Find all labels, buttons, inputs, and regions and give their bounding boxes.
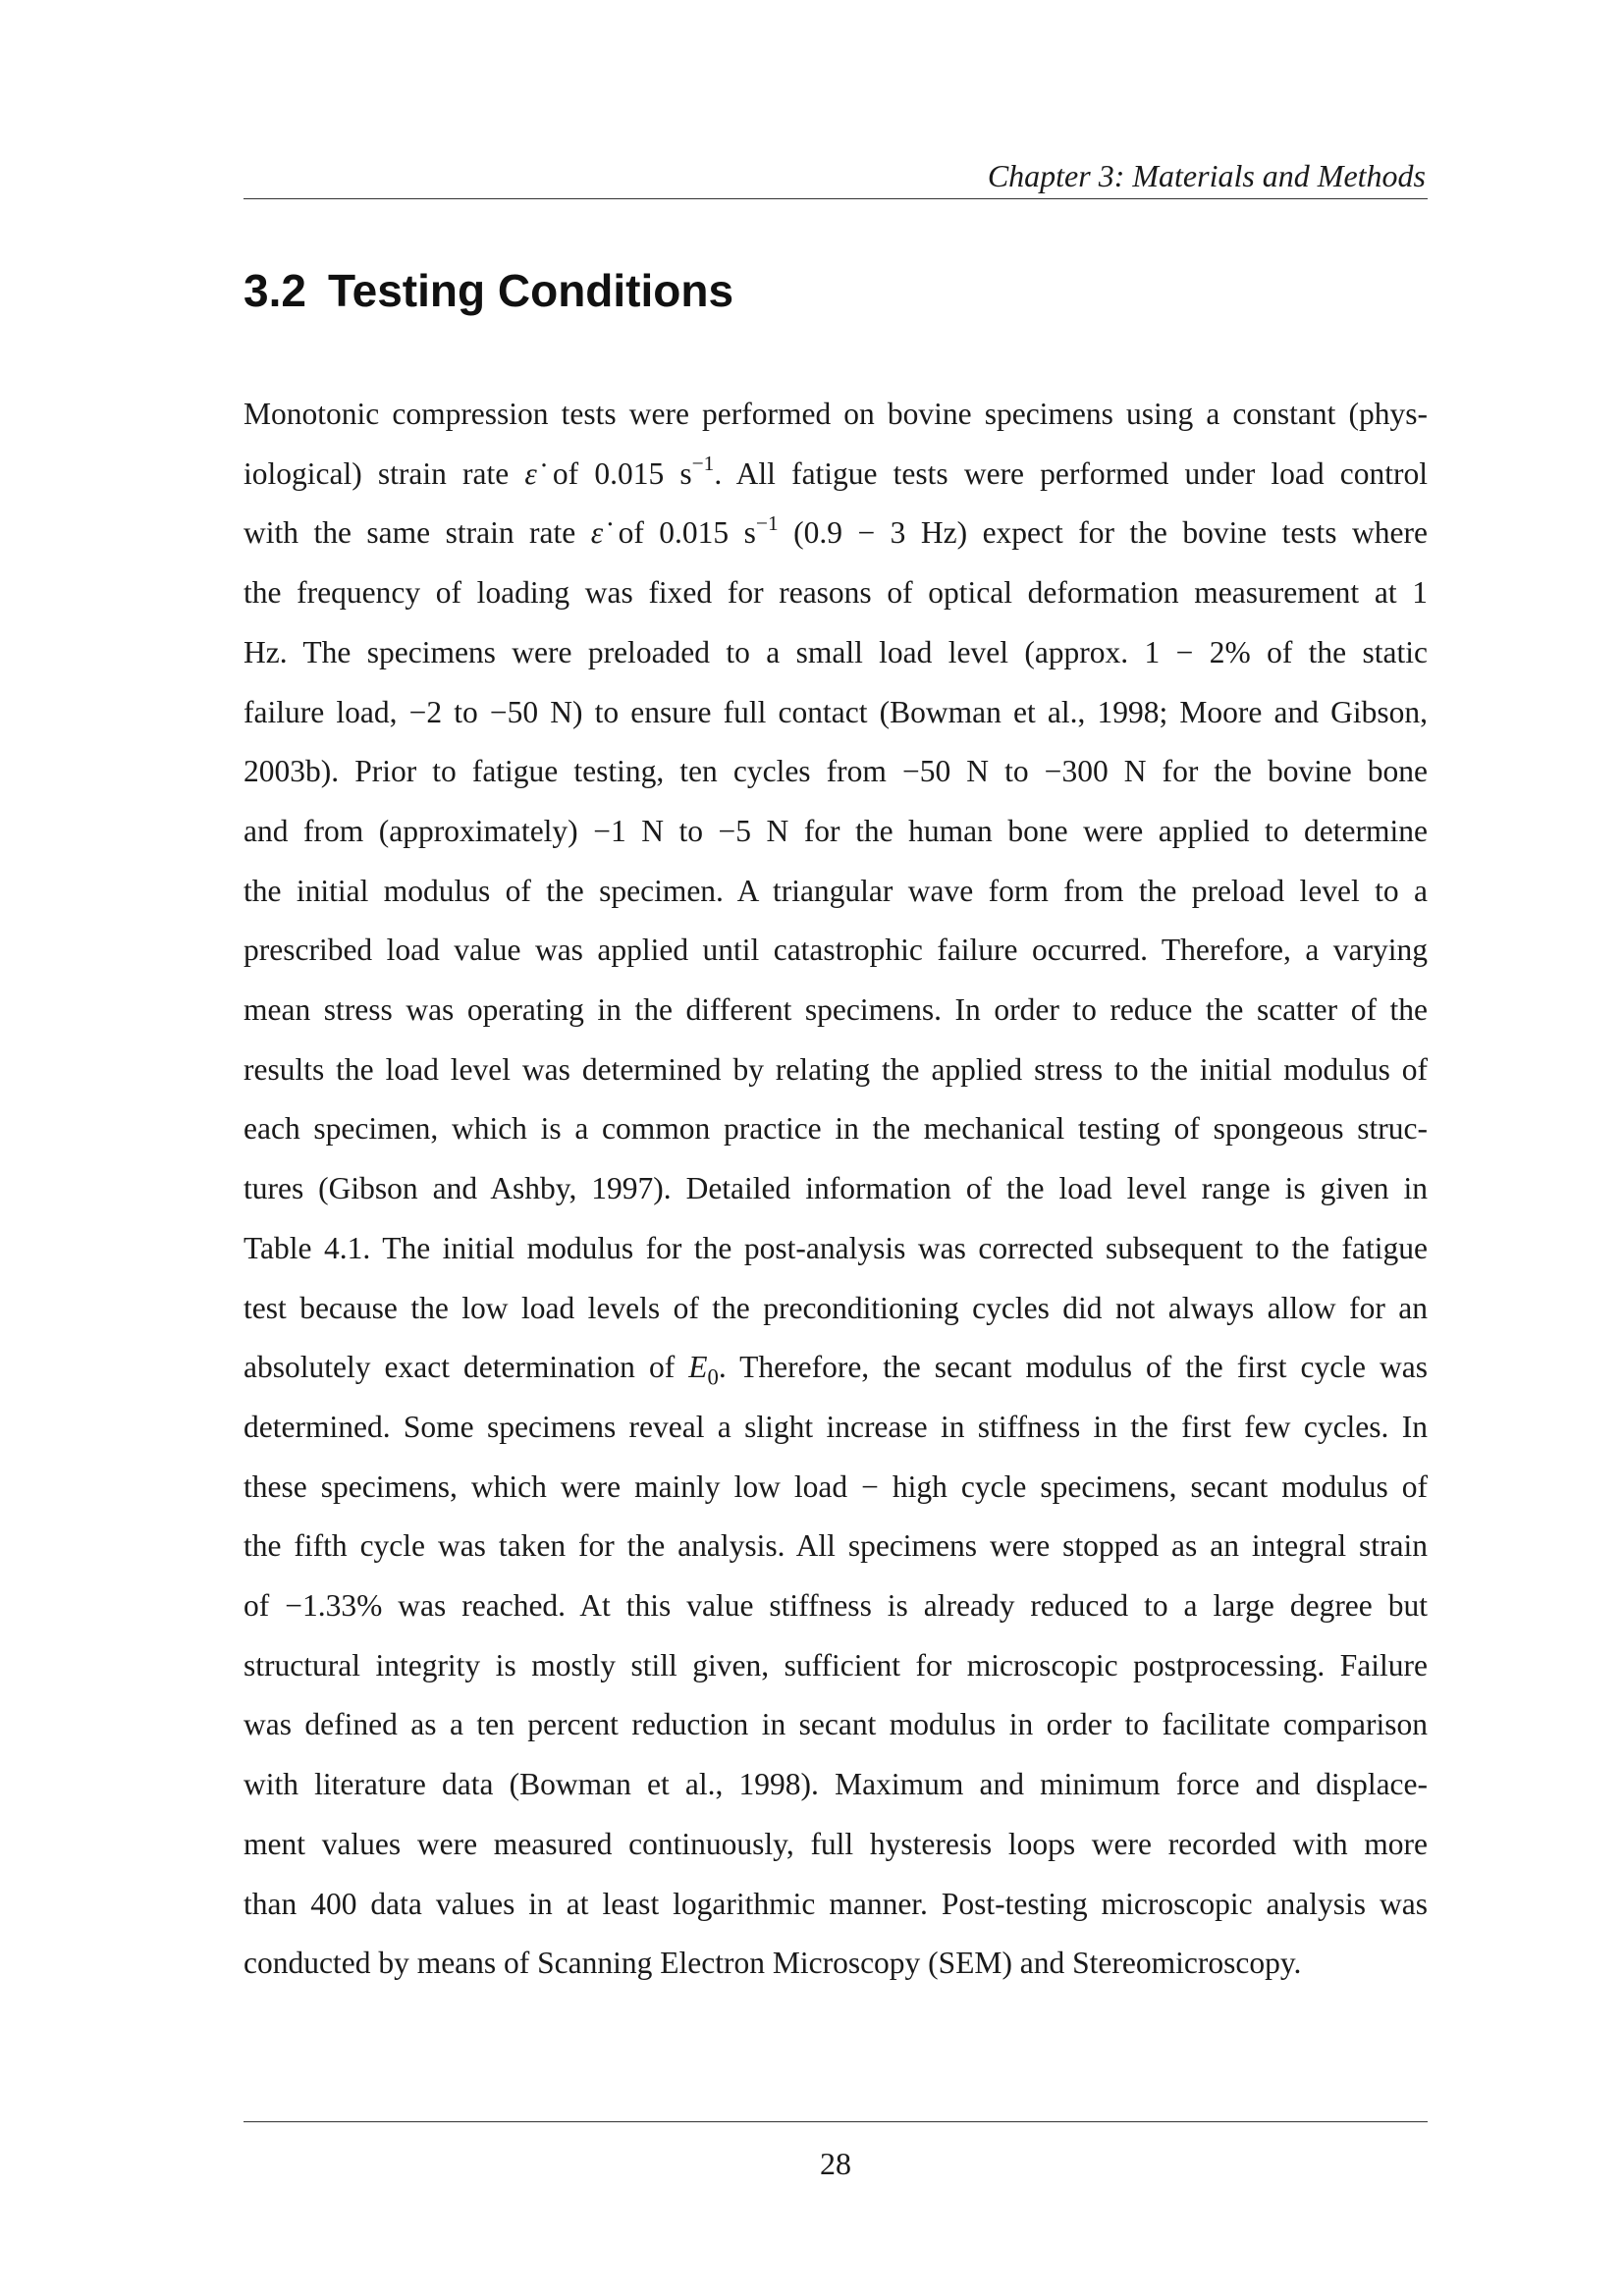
math-symbol: E	[688, 1350, 708, 1385]
text-line	[244, 1159, 1428, 1219]
text-run: . Therefore, the secant modulus of the first cycle was	[718, 1350, 1428, 1385]
text-line	[244, 1695, 1428, 1755]
text-run: . All fatigue tests were performed under load control	[714, 455, 1428, 491]
footer-rule	[244, 2121, 1428, 2122]
text-line	[244, 802, 1428, 862]
text-line	[244, 1279, 1428, 1339]
text-run: 2003b). Prior to fatigue testing, ten cycles from −50 N to −300 N for the bovine bone	[244, 754, 1428, 789]
text-run: the fifth cycle was taken for the analysis. All specimens were stopped as an integral strain	[244, 1528, 1428, 1564]
text-run: each specimen, which is a common practice in the mechanical testing of spongeous struc-	[244, 1111, 1428, 1147]
text-line	[244, 1338, 1428, 1398]
text-run: test because the low load levels of the preconditioning cycles did not always allow for an	[244, 1290, 1428, 1325]
text-line	[244, 1099, 1428, 1159]
text-line	[244, 1041, 1428, 1100]
text-run: tures (Gibson and Ashby, 1997). Detailed information of the load level range is given in	[244, 1171, 1428, 1206]
text-run: absolutely exact determination of	[244, 1350, 689, 1385]
text-line	[244, 1755, 1428, 1815]
text-line	[244, 623, 1428, 683]
math-symbol: ε̇	[524, 455, 537, 491]
text-line	[244, 1934, 1428, 1994]
text-line	[244, 1219, 1428, 1279]
text-run: ment values were measured continuously, full hysteresis loops were recorded with more	[244, 1826, 1428, 1861]
text-run: of 0.015 s	[536, 455, 692, 491]
text-run: of 0.015 s	[603, 515, 756, 551]
body-paragraph	[244, 385, 1428, 1994]
text-line	[244, 1576, 1428, 1636]
text-run: Hz. The specimens were preloaded to a small load level (approx. 1 − 2% of the static	[244, 634, 1428, 669]
text-line	[244, 1398, 1428, 1458]
text-run: prescribed load value was applied until catastrophic failure occurred. Therefore, a varying	[244, 933, 1428, 968]
text-line	[244, 445, 1428, 505]
running-header	[244, 153, 1428, 199]
text-line	[244, 1636, 1428, 1696]
running-header-title: Chapter 3: Materials and Methods	[987, 158, 1426, 193]
text-line	[244, 742, 1428, 802]
text-run: Monotonic compression tests were performed on bovine specimens using a constant (phys-	[244, 397, 1428, 431]
subscript: 0	[707, 1364, 719, 1390]
text-run: failure load, −2 to −50 N) to ensure full contact (Bowman et al., 1998; Moore and Gibson,	[244, 694, 1428, 729]
text-run: and from (approximately) −1 N to −5 N for the human bone were applied to determine	[244, 813, 1428, 848]
text-line	[244, 1875, 1428, 1935]
text-run: determined. Some specimens reveal a slight increase in stiffness in the first few cycles. In	[244, 1409, 1428, 1444]
section-heading	[244, 261, 733, 320]
text-line	[244, 1815, 1428, 1875]
text-run: these specimens, which were mainly low load − high cycle specimens, secant modulus of	[244, 1468, 1428, 1504]
text-run: (0.9 − 3 Hz) expect for the bovine tests where	[778, 515, 1428, 551]
text-run: was defined as a ten percent reduction in secant modulus in order to facilitate comparison	[244, 1707, 1428, 1742]
text-line	[244, 1458, 1428, 1518]
text-line	[244, 504, 1428, 563]
text-run: with the same strain rate	[244, 515, 591, 551]
text-run: conducted by means of Scanning Electron Microscopy (SEM) and Stereomicroscopy.	[244, 1946, 1302, 1981]
text-run: the frequency of loading was fixed for reasons of optical deformation measurement at 1	[244, 575, 1428, 611]
text-line	[244, 683, 1428, 743]
text-run: Table 4.1. The initial modulus for the post-analysis was corrected subsequent to the fatigue	[244, 1230, 1428, 1265]
superscript: −1	[691, 452, 715, 476]
math-symbol: ε̇	[590, 515, 604, 551]
section-title: Testing Conditions	[327, 265, 734, 316]
text-run: of −1.33% was reached. At this value stiffness is already reduced to a large degree but	[244, 1588, 1428, 1624]
text-run: the initial modulus of the specimen. A triangular wave form from the preload level to a	[244, 873, 1428, 908]
page-number: 28	[820, 2146, 851, 2181]
text-line	[244, 862, 1428, 922]
text-run: than 400 data values in at least logarithmic manner. Post-testing microscopic analysis was	[244, 1886, 1428, 1921]
text-line	[244, 921, 1428, 981]
text-line	[244, 1517, 1428, 1576]
text-run: results the load level was determined by relating the applied stress to the initial modulus of	[244, 1051, 1428, 1087]
text-line	[244, 563, 1428, 623]
text-line	[244, 981, 1428, 1041]
text-run: mean stress was operating in the different specimens. In order to reduce the scatter of the	[244, 992, 1428, 1028]
text-line	[244, 385, 1428, 445]
superscript: −1	[755, 510, 779, 535]
text-run: with literature data (Bowman et al., 1998). Maximum and minimum force and displace-	[244, 1767, 1428, 1802]
text-run: structural integrity is mostly still given, sufficient for microscopic postprocessing. Failure	[244, 1647, 1428, 1682]
section-number: 3.2	[244, 265, 306, 316]
text-run: iological) strain rate	[244, 455, 525, 491]
